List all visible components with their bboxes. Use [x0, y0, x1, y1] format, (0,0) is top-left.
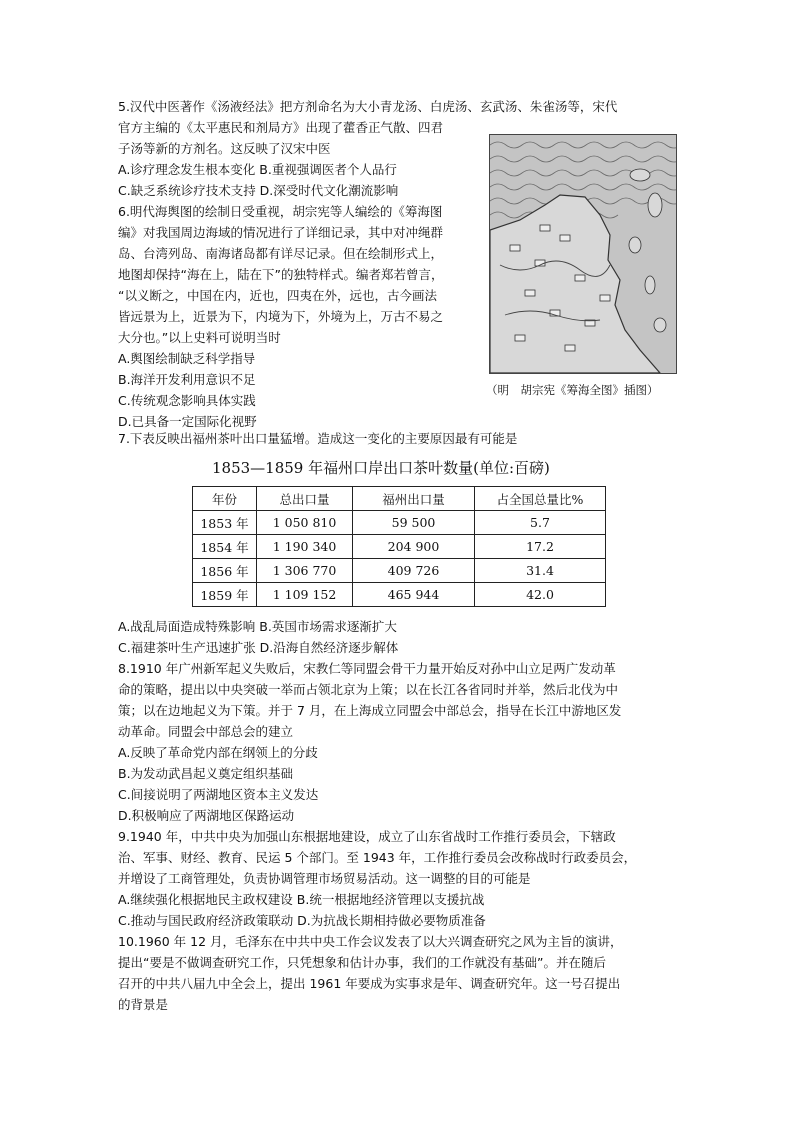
- q10-stem-line-1: 10.1960 年 12 月，毛泽东在中共中央工作会议发表了以大兴调查研究之风为主旨的演讲，: [118, 934, 623, 949]
- tea-export-table-title: 1853—1859 年福州口岸出口茶叶数量(单位:百磅): [212, 459, 550, 477]
- q8-stem-line-4: 动革命。同盟会中部总会的建立: [118, 724, 294, 739]
- map-drawing: [490, 135, 676, 373]
- q9-stem-line-1: 9.1940 年，中共中央为加强山东根据地建设，成立了山东省战时工作推行委员会，下辖政: [118, 829, 616, 844]
- table-row: [193, 559, 606, 583]
- cell-percent: 31.4: [475, 559, 606, 583]
- q9-option-ab: A.继续强化根据地民主政权建设 B.统一根据地经济管理以支援抗战: [118, 892, 485, 907]
- tea-export-table: [192, 486, 606, 607]
- cell-year: 1856 年: [193, 559, 257, 583]
- cell-year: 1859 年: [193, 583, 257, 607]
- q6-option-b: B.海洋开发利用意识不足: [118, 372, 256, 387]
- q10-stem-line-3: 召开的中共八届九中全会上，提出 1961 年要成为实事求是年、调查研究年。这一号召提出: [118, 976, 621, 991]
- q6-stem-line-2: 编》对我国周边海域的情况进行了详细记录，其中对冲绳群: [118, 225, 444, 240]
- q6-stem-line-1: 6.明代海舆图的绘制日受重视，胡宗宪等人编绘的《筹海图: [118, 204, 443, 219]
- q10-stem-line-2: 提出“要是不做调查研究工作，只凭想象和估计办事，我们的工作就没有基础”。并在随后: [118, 955, 606, 970]
- cell-year: 1854 年: [193, 535, 257, 559]
- q9-stem-line-3: 并增设了工商管理处，负责协调管理市场贸易活动。这一调整的目的可能是: [118, 871, 531, 886]
- q5-stem-line-1: 5.汉代中医著作《汤液经法》把方剂命名为大小青龙汤、白虎汤、玄武汤、朱雀汤等，宋代: [118, 99, 618, 114]
- q6-option-c: C.传统观念影响具体实践: [118, 393, 256, 408]
- q8-stem-line-1: 8.1910 年广州新军起义失败后，宋教仁等同盟会骨干力量开始反对孙中山立足两广发动革: [118, 661, 616, 676]
- q9-option-cd: C.推动与国民政府经济政策联动 D.为抗战长期相持做必要物质准备: [118, 913, 486, 928]
- cell-total: 1 050 810: [257, 511, 353, 535]
- q7-stem: 7.下表反映出福州茶叶出口量猛增。造成这一变化的主要原因最有可能是: [118, 431, 518, 446]
- q8-option-b: B.为发动武昌起义奠定组织基础: [118, 766, 294, 781]
- q9-stem-line-2: 治、军事、财经、教育、民运 5 个部门。至 1943 年，工作推行委员会改称战时行政委员会，: [118, 850, 637, 865]
- map-caption: （明 胡宗宪《筹海全图》插图）: [486, 383, 659, 397]
- q8-option-d: D.积极响应了两湖地区保路运动: [118, 808, 295, 823]
- coastal-map-illustration: [489, 134, 677, 374]
- q6-option-d: D.已具备一定国际化视野: [118, 414, 257, 429]
- q5-option-cd: C.缺乏系统诊疗技术支持 D.深受时代文化潮流影响: [118, 183, 399, 198]
- cell-total: 1 306 770: [257, 559, 353, 583]
- table-row: [193, 535, 606, 559]
- cell-year: 1853 年: [193, 511, 257, 535]
- cell-total: 1 190 340: [257, 535, 353, 559]
- table-row: [193, 511, 606, 535]
- q6-stem-line-5: “以义断之，中国在内，近也，四夷在外，远也，古今画法: [118, 288, 437, 303]
- cell-fuzhou: 59 500: [353, 511, 475, 535]
- cell-percent: 5.7: [475, 511, 606, 535]
- q6-option-a: A.舆图绘制缺乏科学指导: [118, 351, 256, 366]
- q7-option-cd: C.福建茶叶生产迅速扩张 D.沿海自然经济逐步解体: [118, 640, 399, 655]
- q5-stem-line-3: 子汤等新的方剂名。这反映了汉宋中医: [118, 141, 331, 156]
- cell-total: 1 109 152: [257, 583, 353, 607]
- q8-option-a: A.反映了革命党内部在纲领上的分歧: [118, 745, 318, 760]
- q6-stem-line-6: 皆远景为上，近景为下，内境为下，外境为上，万古不易之: [118, 309, 444, 324]
- header-share-percent: 占全国总量比%: [475, 487, 606, 511]
- q5-option-ab: A.诊疗理念发生根本变化 B.重视强调医者个人品行: [118, 162, 397, 177]
- table-header-row: [193, 487, 606, 511]
- cell-percent: 17.2: [475, 535, 606, 559]
- q6-stem-line-4: 地图却保持“海在上，陆在下”的独特样式。编者郑若曾言，: [118, 267, 444, 282]
- header-fuzhou-export: 福州出口量: [353, 487, 475, 511]
- header-total-export: 总出口量: [257, 487, 353, 511]
- table-row: [193, 583, 606, 607]
- q7-option-ab: A.战乱局面造成特殊影响 B.英国市场需求逐渐扩大: [118, 619, 397, 634]
- cell-fuzhou: 204 900: [353, 535, 475, 559]
- q8-stem-line-3: 策；以在边地起义为下策。并于 7 月，在上海成立同盟会中部总会，指导在长江中游地区发: [118, 703, 622, 718]
- cell-percent: 42.0: [475, 583, 606, 607]
- q10-stem-line-4: 的背景是: [118, 997, 169, 1012]
- cell-fuzhou: 465 944: [353, 583, 475, 607]
- header-year: 年份: [193, 487, 257, 511]
- q6-stem-line-7: 大分也。”以上史料可说明当时: [118, 330, 281, 345]
- q8-stem-line-2: 命的策略，提出以中央突破一举而占领北京为上策；以在长江各省同时并举，然后北伐为中: [118, 682, 619, 697]
- cell-fuzhou: 409 726: [353, 559, 475, 583]
- q8-option-c: C.间接说明了两湖地区资本主义发达: [118, 787, 319, 802]
- q5-stem-line-2: 官方主编的《太平惠民和剂局方》出现了藿香正气散、四君: [118, 120, 444, 135]
- q6-stem-line-3: 岛、台湾列岛、南海诸岛都有详尽记录。但在绘制形式上，: [118, 246, 444, 261]
